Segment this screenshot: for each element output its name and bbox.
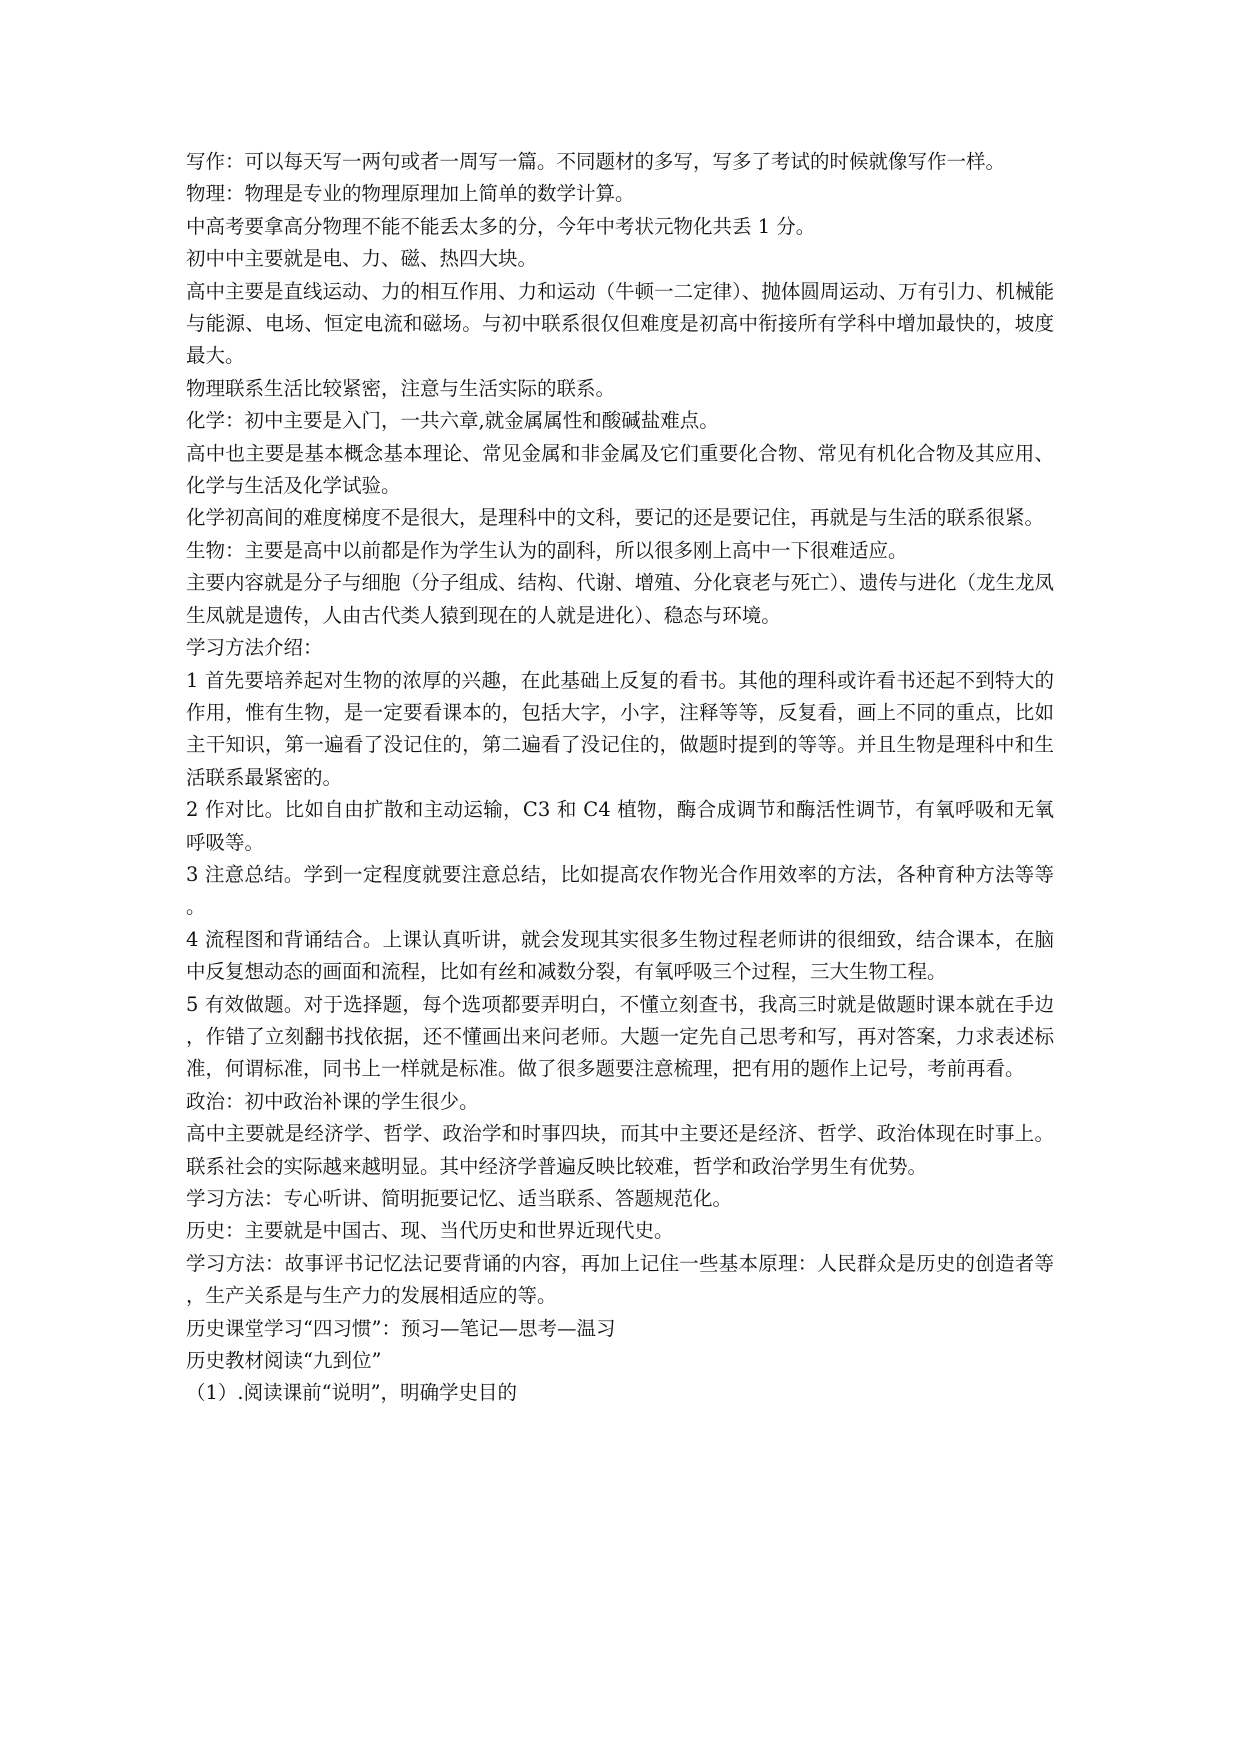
paragraph-history-intro: 历史：主要就是中国古、现、当代历史和世界近现代史。 [186,1219,674,1243]
document-body [186,146,1054,1410]
paragraph-chemistry-difficulty: 化学初高间的难度梯度不是很大，是理科中的文科，要记的还是要记住，再就是与生活的联系很紧。 [186,506,1045,530]
paragraph-physics-life: 物理联系生活比较紧密，注意与生活实际的联系。 [186,376,616,400]
paragraph-writing: 写作：可以每天写一两句或者一周写一篇。不同题材的多写，写多了考试的时候就像写作一样。 [186,150,1006,173]
paragraph-method-4: 4 流程图和背诵结合。上课认真听讲，就会发现其实很多生物过程老师讲的很细致，结合课本，在脑中反复想动态的画面和流程，比如有丝和减数分裂，有氧呼吸三个过程，三大生物工程。 [186,927,1054,984]
paragraph-politics-junior: 政治：初中政治补课的学生很少。 [186,1089,479,1113]
paragraph-physics-senior: 高中主要是直线运动、力的相互作用、力和运动（牛顿一二定律）、抛体圆周运动、万有引力、机械能与能源、电场、恒定电流和磁场。与初中联系很仅但难度是初高中衔接所有学科中增加最快的，坡度最大。 [186,279,1054,368]
paragraph-chemistry-junior: 化学：初中主要是入门，一共六章,就金属属性和酸碱盐难点。 [186,409,719,433]
paragraph-method-3: 3 注意总结。学到一定程度就要注意总结，比如提高农作物光合作用效率的方法，各种育种方法等等。 [186,862,1054,919]
paragraph-history-point-1: （1）.阅读课前“说明”，明确学史目的 [186,1381,518,1405]
paragraph-history-nine-points: 历史教材阅读“九到位” [186,1349,382,1373]
paragraph-physics-exam: 中高考要拿高分物理不能不能丢太多的分，今年中考状元物化共丢 1 分。 [186,214,816,238]
paragraph-study-methods-heading: 学习方法介绍： [186,636,323,660]
paragraph-physics-intro: 物理：物理是专业的物理原理加上简单的数学计算。 [186,182,635,206]
paragraph-method-1: 1 首先要培养起对生物的浓厚的兴趣，在此基础上反复的看书。其他的理科或许看书还起不到特大的作用，惟有生物，是一定要看课本的，包括大字，小字，注释等等，反复看，画上不同的重点，比如主干知识，第一遍看了没记住的，第二遍看了没记住的，做题时提到的等等。并且生物是理科中和生活联系最紧密的。 [186,668,1054,789]
paragraph-politics-senior: 高中主要就是经济学、哲学、政治学和时事四块，而其中主要还是经济、哲学、政治体现在时事上。联系社会的实际越来越明显。其中经济学普遍反映比较难，哲学和政治学男生有优势。 [186,1122,1054,1178]
paragraph-method-2: 2 作对比。比如自由扩散和主动运输，C3 和 C4 植物，酶合成调节和酶活性调节，有氧呼吸和无氧呼吸等。 [186,798,1054,854]
paragraph-history-four-habits: 历史课堂学习“四习惯”：预习—笔记—思考—温习 [186,1316,616,1340]
paragraph-biology-content: 主要内容就是分子与细胞（分子组成、结构、代谢、增殖、分化衰老与死亡）、遗传与进化（龙生龙凤生凤就是遗传，人由古代类人猿到现在的人就是进化）、稳态与环境。 [186,571,1054,627]
paragraph-chemistry-senior: 高中也主要是基本概念基本理论、常见金属和非金属及它们重要化合物、常见有机化合物及其应用、化学与生活及化学试验。 [186,441,1054,498]
paragraph-physics-junior: 初中中主要就是电、力、磁、热四大块。 [186,247,538,271]
paragraph-biology-intro: 生物：主要是高中以前都是作为学生认为的副科，所以很多刚上高中一下很难适应。 [186,538,908,562]
paragraph-history-methods: 学习方法：故事评书记忆法记要背诵的内容，再加上记住一些基本原理：人民群众是历史的创造者等，生产关系是与生产力的发展相适应的等。 [186,1251,1054,1308]
paragraph-politics-methods: 学习方法：专心听讲、简明扼要记忆、适当联系、答题规范化。 [186,1187,733,1210]
paragraph-method-5: 5 有效做题。对于选择题，每个选项都要弄明白，不懂立刻查书，我高三时就是做题时课本就在手边，作错了立刻翻书找依据，还不懂画出来问老师。大题一定先自己思考和写，再对答案，力求表述标准，何谓标准，同书上一样就是标准。做了很多题要注意梳理，把有用的题作上记号，考前再看。 [186,992,1054,1081]
